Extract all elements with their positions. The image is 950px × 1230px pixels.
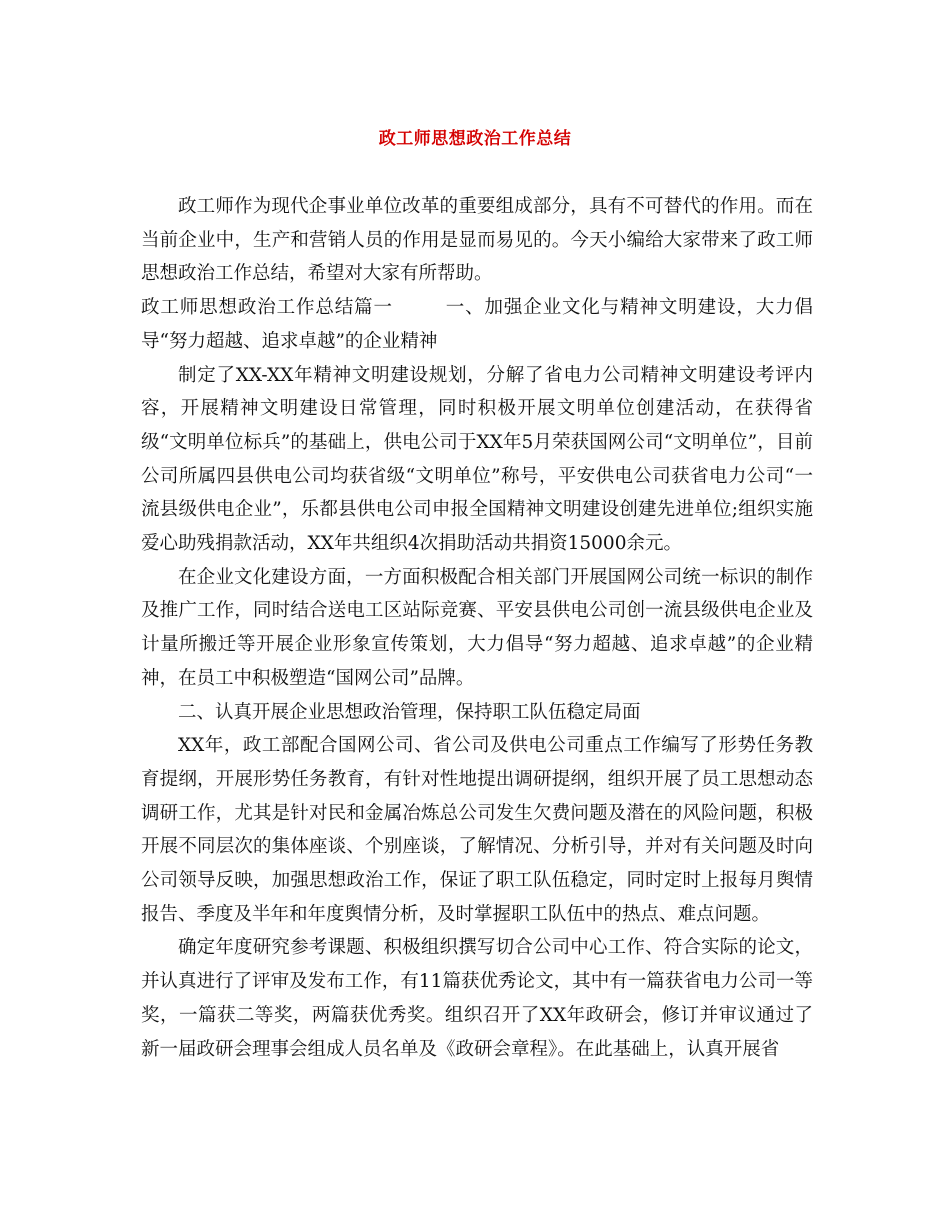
paragraph-4: 确定年度研究参考课题、积极组织撰写切合公司中心工作、符合实际的论文，并认真进行了评审及发布工作，有11篇获优秀论文，其中有一篇获省电力公司一等奖，一篇获二等奖，两篇获优秀奖。组织召开了XX年政研会，修订并审议通过了新一届政研会理事会组成人员名单及《政研会章程》。在此基础上，认真开展省 xyxy=(141,937,813,1060)
document-body xyxy=(141,190,813,1066)
intro-paragraph: 政工师作为现代企事业单位改革的重要组成部分，具有不可替代的作用。而在当前企业中，生产和营销人员的作用是显而易见的。今天小编给大家带来了政工师思想政治工作总结，希望对大家有所帮助。 xyxy=(141,196,813,285)
paragraph-1: 制定了XX-XX年精神文明建设规划，分解了省电力公司精神文明建设考评内容，开展精神文明建设日常管理，同时积极开展文明单位创建活动，在获得省级“文明单位标兵”的基础上，供电公司于XX年5月荣获国网公司“文明单位”，目前公司所属四县供电公司均获省级“文明单位”称号，平安供电公司获省电力公司“一流县级供电企业”，乐都县供电公司申报全国精神文明建设创建先进单位;组织实施爱心助残捐款活动，XX年共组织4次捐助活动共捐资15000余元。 xyxy=(141,364,813,555)
heading-two: 二、认真开展企业思想政治管理，保持职工队伍稳定局面 xyxy=(178,701,641,723)
heading-one: 一、加强企业文化与精神文明建设，大力倡导“努力超越、追求卓越”的企业精神 xyxy=(141,297,813,352)
paragraph-3: XX年，政工部配合国网公司、省公司及供电公司重点工作编写了形势任务教育提纲，开展形势任务教育，有针对性地提出调研提纲，组织开展了员工思想动态调研工作，尤其是针对民和金属冶炼总公司发生欠费问题及潜在的风险问题，积极开展不同层次的集体座谈、个别座谈，了解情况、分析引导，并对有关问题及时向公司领导反映，加强思想政治工作，保证了职工队伍稳定，同时定时上报每月舆情报告、季度及半年和年度舆情分析，及时掌握职工队伍中的热点、难点问题。 xyxy=(141,735,813,925)
section-heading-line xyxy=(141,291,813,358)
paragraph-2: 在企业文化建设方面，一方面积极配合相关部门开展国网公司统一标识的制作及推广工作，同时结合送电工区站际竞赛、平安县供电公司创一流县级供电企业及计量所搬迁等开展企业形象宣传策划，大力倡导“努力超越、追求卓越”的企业精神，在员工中积极塑造“国网公司”品牌。 xyxy=(141,566,813,689)
document-title: 政工师思想政治工作总结 xyxy=(378,129,572,149)
section-label: 政工师思想政治工作总结篇一 xyxy=(141,297,393,319)
